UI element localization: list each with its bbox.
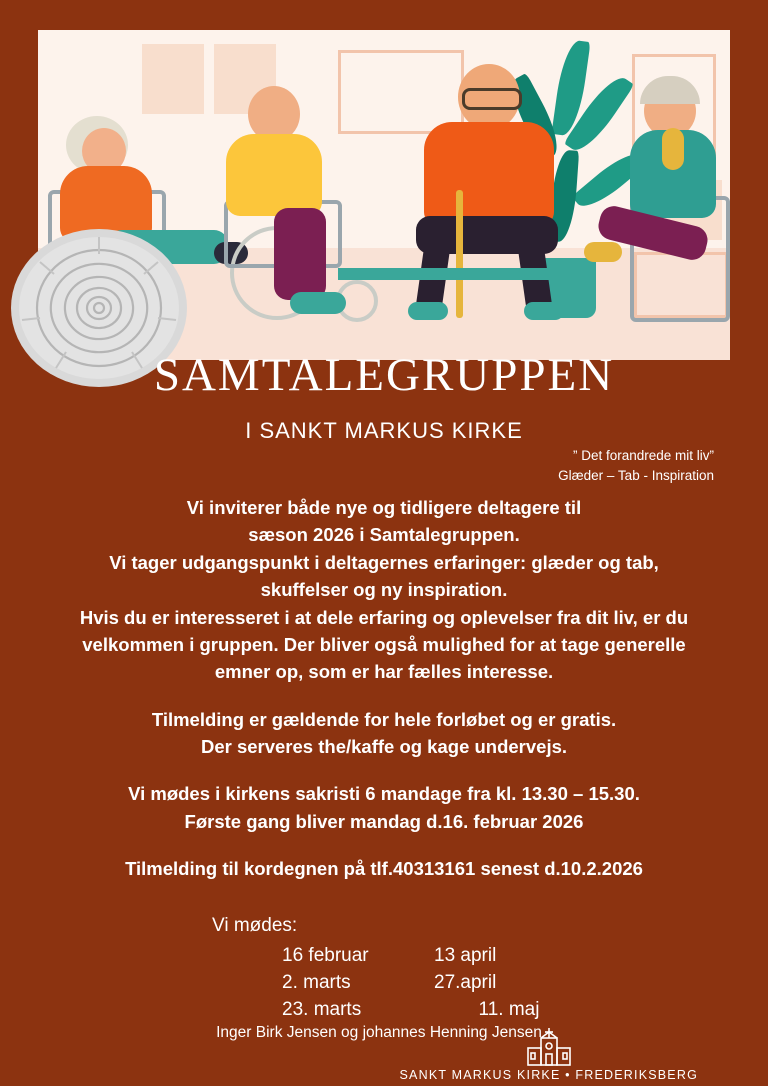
- dates-heading: Vi mødes:: [212, 915, 298, 936]
- date-left: 23. marts: [282, 998, 362, 1020]
- body3-line: Vi mødes i kirkens sakristi 6 mandage fra kl. 13.30 – 15.30.: [128, 783, 640, 805]
- body-text: [30, 494, 738, 883]
- wall-panel-1: [142, 44, 204, 114]
- body4-line: Tilmelding til kordegnen på tlf.40313161 senest d.10.2.2026: [125, 858, 643, 880]
- date-right: 13 april: [434, 945, 497, 966]
- spacer: [30, 686, 738, 706]
- dates-table: [282, 943, 768, 1024]
- page-subtitle: I SANKT MARKUS KIRKE: [245, 418, 523, 443]
- figure-4-scarf: [662, 128, 684, 170]
- church-icon: [522, 1026, 576, 1066]
- footer-logo: [400, 1026, 698, 1082]
- quote-line-1: ” Det forandrede mit liv”: [572, 448, 714, 463]
- footer-text: SANKT MARKUS KIRKE • FREDERIKSBERG: [399, 1068, 698, 1082]
- body2-line: Tilmelding er gældende for hele forløbet og er gratis.: [151, 708, 617, 730]
- date-left: 16 februar: [282, 945, 369, 966]
- figure-2-torso: [226, 134, 322, 216]
- figure-3-shoe-left: [408, 302, 448, 320]
- low-table: [338, 268, 564, 280]
- figure-3-shoe-right: [524, 302, 564, 320]
- date-row: [282, 943, 768, 970]
- body-line: velkommen i gruppen. Der bliver også mulighed for at tage generelle: [82, 633, 686, 655]
- signature: Inger Birk Jensen og johannes Henning Jensen: [216, 1024, 542, 1041]
- body3-line: Første gang bliver mandag d.16. februar 2026: [184, 810, 584, 832]
- body-line: skuffelser og ny inspiration.: [260, 579, 508, 601]
- body-line: emner op, som er har fælles interesse.: [214, 661, 554, 683]
- date-right: 11. maj: [478, 998, 540, 1020]
- figure-2-legs: [274, 208, 326, 300]
- body-line: Vi inviterer både nye og tidligere deltagere til: [186, 497, 582, 518]
- wall-frame-1: [338, 50, 464, 134]
- body-line: Vi tager udgangspunkt i deltagernes erfaringer: glæder og tab,: [109, 551, 659, 573]
- quote-block: [354, 446, 714, 485]
- date-row: [282, 970, 768, 997]
- quote-line-2: Glæder – Tab - Inspiration: [558, 467, 714, 483]
- figure-3-torso: [424, 122, 554, 226]
- body-line: Hvis du er interesseret i at dele erfaring og oplevelser fra dit liv, er du: [79, 606, 689, 628]
- walking-cane: [456, 190, 463, 318]
- figure-3-glasses: [462, 88, 522, 110]
- date-right: 27.april: [434, 971, 497, 993]
- figure-4-shoe: [584, 242, 622, 262]
- dates-block: [0, 915, 768, 1024]
- body2-line: Der serveres the/kaffe og kage undervejs.: [200, 736, 568, 757]
- page-title: SAMTALEGRUPPEN: [153, 349, 615, 401]
- figure-2-shoe: [290, 292, 346, 314]
- date-left: 2. marts: [282, 971, 351, 993]
- body-line: sæson 2026 i Samtalegruppen.: [248, 524, 520, 546]
- spacer: [30, 760, 738, 780]
- date-row: [282, 997, 768, 1024]
- spacer: [30, 835, 738, 855]
